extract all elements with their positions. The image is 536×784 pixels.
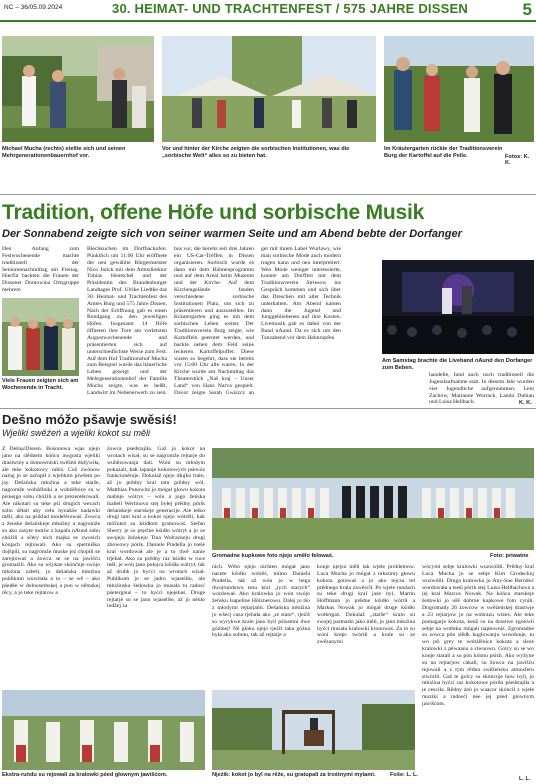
header-rule [0,20,536,22]
page-header-title: 30. HEIMAT- UND TRACHTENFEST / 575 JAHRE DISSEN [112,1,468,16]
photo-caption: Im Kräutergarten rückte der Traditionsverein Burg der Kartoffel auf die Pelle. [384,146,503,159]
article-headline: Dešno móžo pšawje swěsiś! [2,412,177,427]
section-divider [0,194,536,195]
article-column: ger mit ihrem Label Wurlawy, wie man sorbische Mode auch modern tragen kann und neu interpretiert. Wen Mode weniger interessierte, konnte am Dorffest mit dem Traditionsverein Striesow ins Gespräch kommen und sich über das Dreschen mit alter Technik unterhalten. Am Abend kamen dann die Jugend und Junggebliebenen auf ihre Kosten. Livemusik gab es dabei von der Band nAund. Da es sich um den Tanzabend vor dem Hahnrupfen [261,246,341,341]
photo-farm [2,36,154,142]
page-number: 5 [522,0,532,19]
article-column: konje njejsu měli tak wjele problemow. Luca Mucha jo mógał z młozimy głowu kokota gotowaś a jo ako tejcsa tel prědnego krala zawěsćił. Po wjele rundach su teke drugi kral jaze byl, Martin Hoffmann jo prědne kśidło wótrił a Markus Nowak jo mógał druge kśidło wottergaś. Dokulaž „starše“ kralo su swojej partnarki jako měli, jo jano młoźina hyčci musała kralowki kronowaś. Za to su wóni kreps twóriłi a krale su ze zwězanymi [317,564,415,646]
article-column: wócymi sebje kralowki wuzwóliłi. Prědny kral Luca Mucha jo se sebje Kim Grodeckuj wuzwólił. Druga kralowka jo Any-Sue Berndoć wordowała a tseśi pórik stej Luisa Hellbachová a jej kral Marcus Nowak. Na kóńcu starskeje šedowki jo ušě dobrne kupkowe foto cynili. Dogromady 26 źowcow w swěźeńskej drastwje a 23 rejtarjow jo na wobrazu wiźeś. Ale teke pomagarje kokota, kenž su na drastwe zgotiwli sebje na wotřeku mógali napłowniś. Zgromadne su zowca pón slědk kuglowanju wuwdonje, tu wo pśi grey te wobźělnice kokota a sleze kralowki z pěwaanu a stwuown. Golcy su se wo konje starali a su pón kónnu pśiśli. Ako wyžyne su na rejtarjow cakali, su žowcа na jawišću rejowali a z tym rědnu swěžeńsku atmosferu stwórili. Gaž te golcy su skóncnje how byli, jo młoźina hyčci raz kokotowe póriki pśedstajiła a je cesciła. Rědny źeń jo waacor skóncił z wjele muziki a radosći nee jej pśed głownym jawišćom. [422,564,534,707]
article-signature: K. K. [519,400,532,406]
article-column: bus vor, die bereits seit drei Jahren ein US-Car-Treffen in Dissen organisieren. Sorbisch wurde es dann mit dem Bühnenprogramm und auf dem Areal beim Museum und der Kirche. Auf dem Kirchengelände fanden verschiedene sorbische Institutionen Platz, um sich zu präsentieren und auszustellen. Im Kräutergarten ging es mit dem sorbischen Leben weiter. Der Traditionsverein Burg zeigte, wie Kartoffeln geerntet werden, und backte neben dem Feld seine leckeren Kartoffelpuffer. Diese waren so begehrt, dass sie bereits vor 15:00 Uhr alle waren. In der Kirche wurde am Nachmittag das Theaterstück „Naš kraj – Unser Land“ von Hans Narva gespielt. Davor zeigte Sarah Gwiszcz an [174,246,254,396]
article-subheadline: Wjeliki swěźeń a wjeliki kokot su měli [2,428,151,438]
photo-dance [2,690,205,770]
photo-caption: Gromadne kupkowe foto njejo smělo felowaś. [212,553,334,559]
article-column: źowca pśedstajiła. Gaž jo kokot na wrotach wisał, su se nagromže rejtarje do wubězowanja dali. Woni su młodym pokazali, kak lapanje kokotowych pśewóz funkcioněruje. Dokulaž njejo dłujko trało, až jo prědny kral tam prědny wól. Matthias Punowitz jo mógał głowu kokota mabnje wótrys – wón a jogo žeńska Isabell Wertinova stej byłej prědny pórik dešańskeje starskeje generacije. Ale telko drugi tam kral a kokot njejo wótrěli, kak móžoteż za kśidłom gramowaś. Stefan Sherry je so pręďne kśidło wótrył a jo ze swojeju žeńskeju Tina Wolrackeju drugi zbowowy pórik. Daniele Pradella jo tsešé kral wordował ale je a to dwě nanie trjebał. Ako su prědny raz kśidło w ruce měl, je wón jano połojca kśidła wótrył, tak až druhk jo hyćci na wrotach wisał. Publikum jo se jadro wjaseliło, ale młoźinska šedowka jo musała tu radosć pśetergnuś – to hyćci njejebaś. Druge rejtarje su se jano wjaseliło, až jo něnto ludžej za [107,446,205,610]
photo-caption: Viele Frauen zeigten sich am Wochenende in Tracht. [2,378,79,391]
photo-caption: Vor und hinter der Kirche zeigten die sorbischen Institutionen, was die „sorbische Welt“ alles so zu bieten hat. [162,146,350,159]
article-headline: Tradition, offene Höfe und sorbische Musik [2,201,425,224]
photo-caption: Njeźik: kokot jo byl na rěže, su gratupali za trośtnymi mytami. [212,772,376,778]
photo-herb-garden [384,36,534,142]
article-column: nich. Wěto njejo nichten mógał jano nacete kśidło wótrěś, mimo Daniela Pradella, tak až wón jo w bega dwojrundowu tesu kral „tych starych“ wordował. Ako kralowka jo wón swójo žeńsku Isapeline Hölznerowu. Dalej jo tšo z młodymi rejtarjami. Dešańska młoźina jo wšecj casa rjebała ako „te stare“, rjeźiš so wyrykwe krale jano byli pśisamni dwe góźinej! Ně głoku njejo rjeźiš taka góźna była ako sobotu, tak až rejtarje a [212,564,310,639]
photo-credit: Foto: priwatne [490,553,529,559]
article-column: Z Dešna/Dissen. Bośonowa wjas njejo jano na slědnem kóńcu awgusta wjeliki drastwiny a domowniski swěźeń dožywiła, ale teke kokotowy rubiś. Což zwónow nalog jo se začopił z wjelikim piwšem po jsy. Dešańska młoźina a teke starše, nagromže wobźělniki a wobźělnice su w pisnejgo sobu chóźili a se prezentěrowali. Ale nikotari su teke pśi drugich wecach sobu źěłali aby cełu hynakše nadawki měli, ako na pśikład modeřérowaś. Zowca a ženske dešańskeje młoźiny a nagromže su ako zasyte motiw z kapalu nAund sobu chóźili a sčery nich majka se zwosich kónjach rejtowali. Ako su spertniško dojšpili, su nagromže muske jeź chopili se zarejtowaś a źowcа se se na jawišću gromaźili. Ako su wšykne skónčnje swójo młoźina zabeli, jo dešańska młoźina publikum wuwitała a to – se wě – ako pśeděe w dolnoserbskej a pon w němskej rěcy, a jo teke rejtarow a [2,446,100,596]
photo-group [212,448,534,550]
photo-credit: Foše: L. L. [390,772,418,778]
photo-caption: Ekstra-rundu su rejowali za kralowki pśed głownym jawišćom. [2,772,168,778]
photo-church [162,36,376,142]
photo-credit: Fotos: K. K. [505,154,530,166]
photo-women-tracht [2,298,79,376]
photo-live-band [382,260,534,354]
photo-caption: Am Samstag brachte die Liveband nAund den Dorfanger zum Beben. [382,358,533,371]
article-subheadline: Der Sonnabend zeigte sich von seiner warmen Seite und am Abend bebte der Dorfanger [2,228,462,240]
photo-caption: Michael Mucha (rechts) stellte sich und seinen Mehrgenerationenbauernhof vor. [2,146,126,159]
article-column: Den Anfang zum Festwochenende machte traditionell der Seniorennachmittag am Freitag. Hierfür backten die Frauen der Dissener Domowina Ortsgruppe mehrere [2,246,79,294]
section-divider [0,408,536,409]
issue-label: NC – 36/05.09.2024 [4,4,63,11]
article-column: handelte, fand auch noch traditionell die Jugendaufnahme statt. In diesem Jahr wurden vier Jugendliche aufgenommen: Leni Zachow, Marianne Worrack, Lando Dubian und Luisa Hellbach. [429,372,534,406]
article-column: Blechkuchen im Dorfbackofen. Pünktlich um 11:00 Uhr eröffnete der neu gewählte Bürgermeister Nico Jarick mit dem Amtsdirektor Tobias Hentschel und der Präsidentin des Brandenburger Landtages Prof. Ulrike Liedtke das 30. Heimat- und Trachtenfest des Amtes Burg und 575 Jahre Dissen. Nach der Eröffnung gab es einen Rundgang zu den jeweiligen Höfen. Insgesamt 14 Höfe öffneten ihre Tore am vorletzten Augustwochenende und präsentierten sich auf unterschiedlichste Weise zum Fest. Auf dem Hof Traditionshof Mucha zum Beispiel wurde das bäuerliche Leben gezeigt und der Mehrgenerationenhof der Familie Mucha zeigte, was es heißt, Landwirt im Nebenerwerb zu sein. [87,246,167,396]
photo-riders [212,690,415,770]
article-signature: L. L. [519,776,531,782]
